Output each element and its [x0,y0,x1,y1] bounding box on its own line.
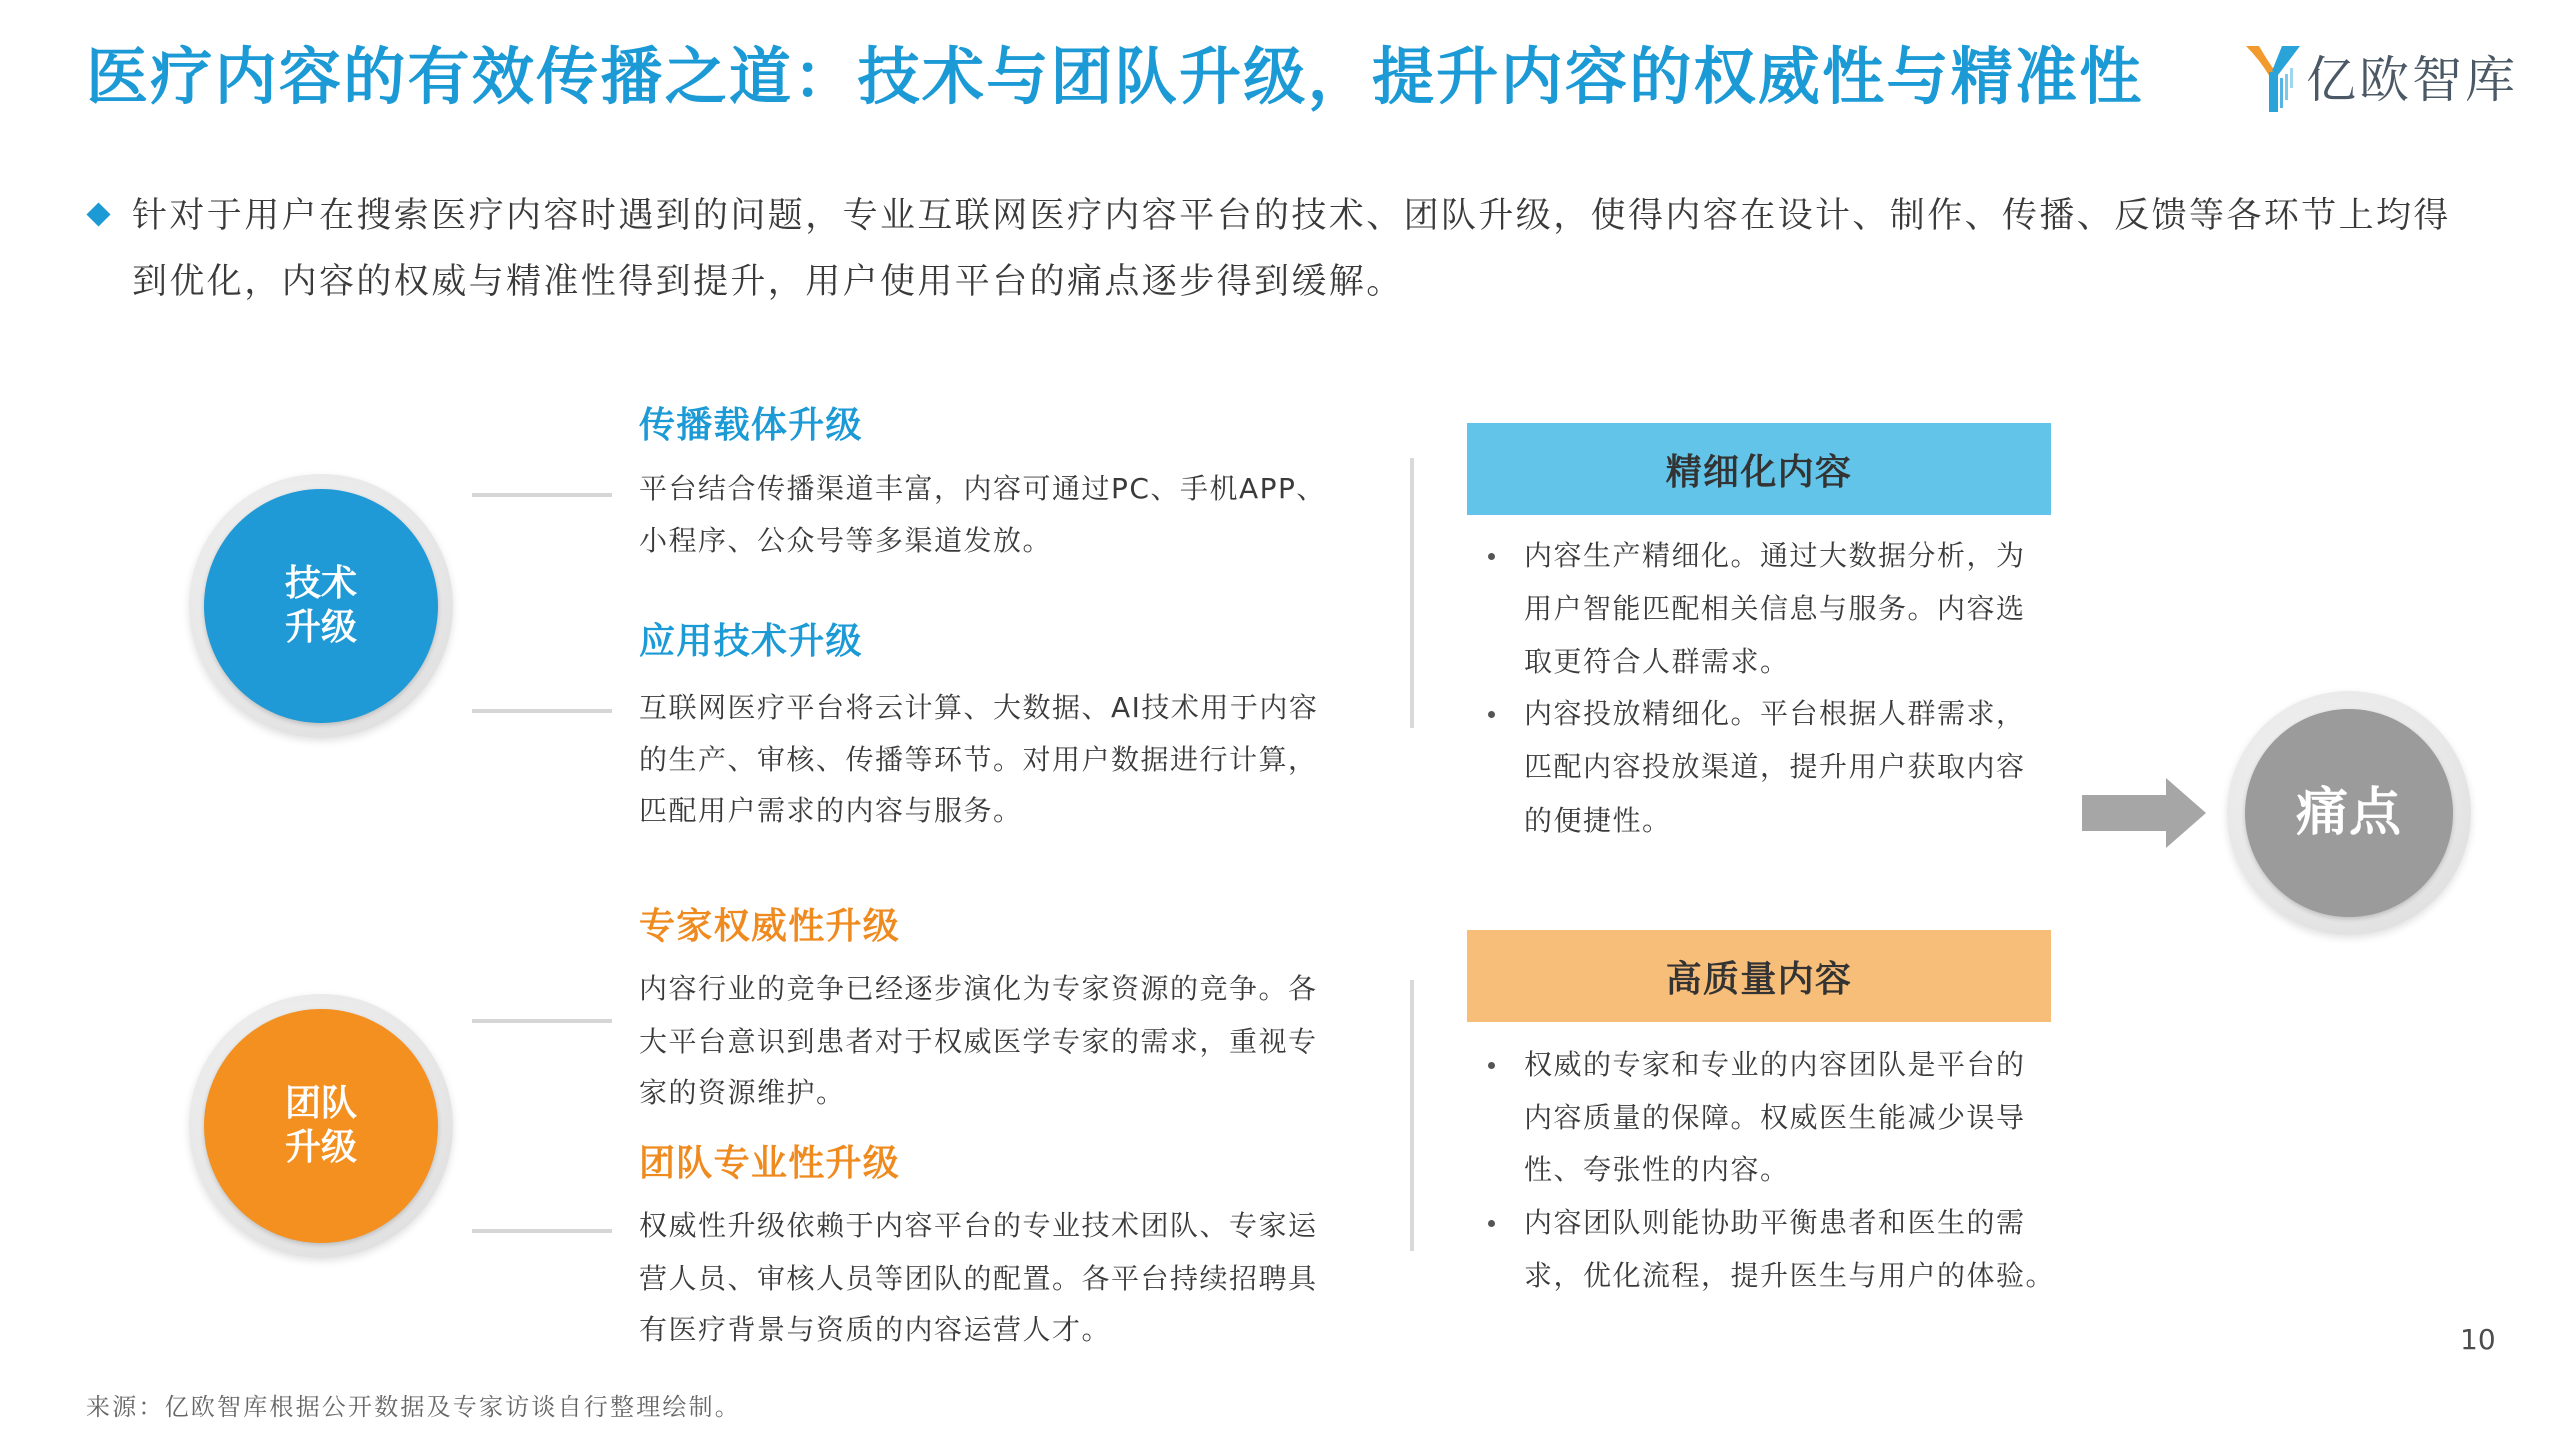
logo-text: 亿欧智库 [2306,51,2518,109]
section-text-line: 权威性升级依赖于内容平台的专业技术团队、专家运 [639,1209,1318,1242]
circle-label-line: 升级 [284,1127,357,1168]
section-heading: 团队专业性升级 [639,1143,901,1184]
circle-label-line: 升级 [284,607,357,648]
bullet-dot-icon [1488,553,1495,560]
bullet-dot-icon [1488,1062,1495,1069]
page-number: 10 [2460,1323,2496,1356]
connector-line [472,1229,612,1233]
section-text-line: 互联网医疗平台将云计算、大数据、AI技术用于内容 [639,691,1319,724]
bullet-text-line: 匹配内容投放渠道，提升用户获取内容 [1524,750,2026,783]
section-text-line: 有医疗背景与资质的内容运营人才。 [639,1313,1112,1346]
section-heading: 传播载体升级 [639,405,863,446]
tech-upgrade-circle [204,489,438,723]
bullet-text-line: 的便捷性。 [1524,804,1672,837]
section-heading: 应用技术升级 [639,621,863,662]
section-text-line: 匹配用户需求的内容与服务。 [639,794,1023,827]
slide-title: 医疗内容的有效传播之道：技术与团队升级，提升内容的权威性与精准性 [86,40,2144,113]
pain-point-circle [2245,709,2453,917]
section-text-line: 家的资源维护。 [639,1076,846,1109]
bullet-dot-icon [1488,1220,1495,1227]
section-text-line: 平台结合传播渠道丰富，内容可通过PC、手机APP、 [639,472,1326,505]
right-arrow-icon [2082,776,2206,850]
circle-label-line: 团队 [284,1083,357,1124]
section-text-line: 内容行业的竞争已经逐步演化为专家资源的竞争。各 [639,972,1318,1005]
section-heading: 专家权威性升级 [639,906,901,947]
yiou-y-logo-icon [2244,42,2302,114]
section-text-line: 小程序、公众号等多渠道发放。 [639,524,1053,557]
quality-content-header: 高质量内容 [1467,930,2051,1022]
divider-line [1410,980,1414,1251]
connector-line [472,493,612,497]
bullet-text-line: 权威的专家和专业的内容团队是平台的 [1524,1048,2026,1081]
bullet-text-line: 求，优化流程，提升医生与用户的体验。 [1524,1259,2056,1292]
bullet-text-line: 内容团队则能协助平衡患者和医生的需 [1524,1206,2026,1239]
bullet-text-line: 内容生产精细化。通过大数据分析，为 [1524,539,2026,572]
intro-text-line: 针对于用户在搜索医疗内容时遇到的问题，专业互联网医疗内容平台的技术、团队升级，使得内容在设计、制作、传播、反馈等各环节上均得 [132,196,2451,236]
diamond-bullet-icon [86,202,110,226]
bullet-text-line: 内容质量的保障。权威医生能减少误导 [1524,1101,2026,1134]
bullet-text-line: 内容投放精细化。平台根据人群需求， [1524,697,2026,730]
connector-line [472,709,612,713]
connector-line [472,1019,612,1023]
bullet-text-line: 性、夸张性的内容。 [1524,1153,1790,1186]
pain-point-label: 痛点 [2295,783,2402,843]
source-note: 来源：亿欧智库根据公开数据及专家访谈自行整理绘制。 [86,1393,741,1421]
bullet-dot-icon [1488,711,1495,718]
team-upgrade-circle [204,1009,438,1243]
circle-label-line: 技术 [284,563,357,604]
section-text-line: 的生产、审核、传播等环节。对用户数据进行计算， [639,743,1318,776]
bullet-text-line: 取更符合人群需求。 [1524,645,1790,678]
bullet-text-line: 用户智能匹配相关信息与服务。内容选 [1524,592,2026,625]
section-text-line: 大平台意识到患者对于权威医学专家的需求，重视专 [639,1025,1318,1058]
fine-content-header: 精细化内容 [1467,423,2051,515]
section-text-line: 营人员、审核人员等团队的配置。各平台持续招聘具 [639,1262,1318,1295]
intro-text-line: 到优化，内容的权威与精准性得到提升，用户使用平台的痛点逐步得到缓解。 [132,262,1404,302]
divider-line [1410,458,1414,728]
